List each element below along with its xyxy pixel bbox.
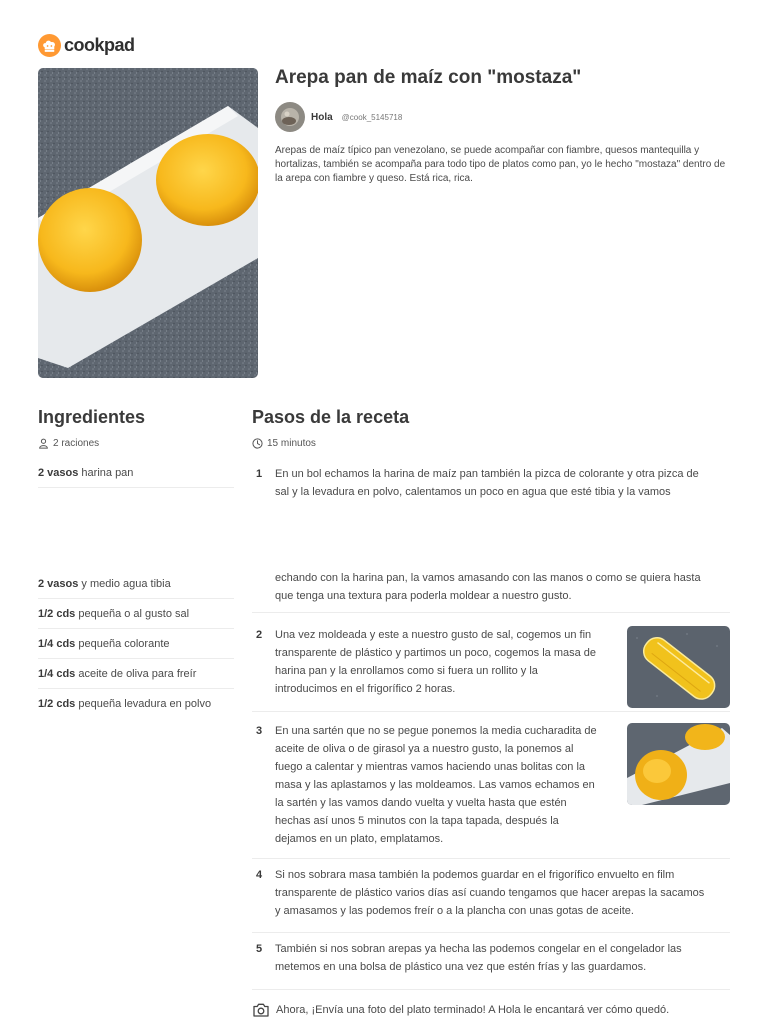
recipe-main-photo[interactable] (38, 68, 258, 378)
ingredient-item: 1/4 cds pequeña colorante (38, 629, 234, 659)
servings-text: 2 raciones (53, 438, 100, 449)
cookpad-logo[interactable] (38, 34, 135, 57)
step-number: 1 (256, 468, 263, 480)
send-photo-text[interactable]: Ahora, ¡Envía una foto del plato terminado! A Hola le encantará ver cómo quedó. (276, 1004, 670, 1016)
camera-icon (252, 1002, 270, 1018)
step-number: 3 (256, 725, 263, 737)
author-name[interactable]: Hola (311, 111, 333, 123)
time-meta (252, 438, 316, 449)
step-3-photo[interactable] (627, 723, 730, 805)
clock-icon (252, 438, 263, 449)
ingredient-item: 1/2 cds pequeña o al gusto sal (38, 599, 234, 629)
ingredient-list-b (38, 569, 234, 719)
ingredients-heading: Ingredientes (38, 407, 146, 427)
servings-meta (38, 438, 99, 449)
ingredient-item: 2 vasos y medio agua tibia (38, 569, 234, 599)
author-block[interactable] (275, 102, 402, 132)
divider (252, 932, 730, 933)
divider (252, 989, 730, 990)
author-handle: @cook_5145718 (341, 112, 403, 122)
avatar[interactable] (275, 102, 305, 132)
ingredient-list-a (38, 458, 234, 488)
recipe-description: Arepas de maíz típico pan venezolano, se puede acompañar con fiambre, quesos mantequilla y hortalizas, también se acompaña para todo tipo de platos como pan, yo le hecho "mostaza" dentro de la arepa con fiambre y queso. Está rica, rica. (275, 145, 726, 184)
step-number: 5 (256, 943, 263, 955)
divider (252, 612, 730, 613)
person-icon (38, 438, 49, 449)
step-number: 4 (256, 869, 263, 881)
logo-text: cookpad (64, 35, 135, 55)
time-text: 15 minutos (267, 438, 316, 449)
ingredient-item: 1/4 cds aceite de oliva para freír (38, 659, 234, 689)
divider (252, 711, 730, 712)
send-photo-cta[interactable] (252, 1002, 669, 1018)
ingredient-item: 2 vasos harina pan (38, 458, 234, 488)
step-number: 2 (256, 629, 263, 641)
steps-heading: Pasos de la receta (252, 407, 410, 427)
chef-hat-icon (38, 34, 61, 57)
ingredient-item: 1/2 cds pequeña levadura en polvo (38, 698, 212, 710)
divider (252, 858, 730, 859)
recipe-title: Arepa pan de maíz con "mostaza" (275, 67, 582, 88)
step-2-photo[interactable] (627, 626, 730, 708)
